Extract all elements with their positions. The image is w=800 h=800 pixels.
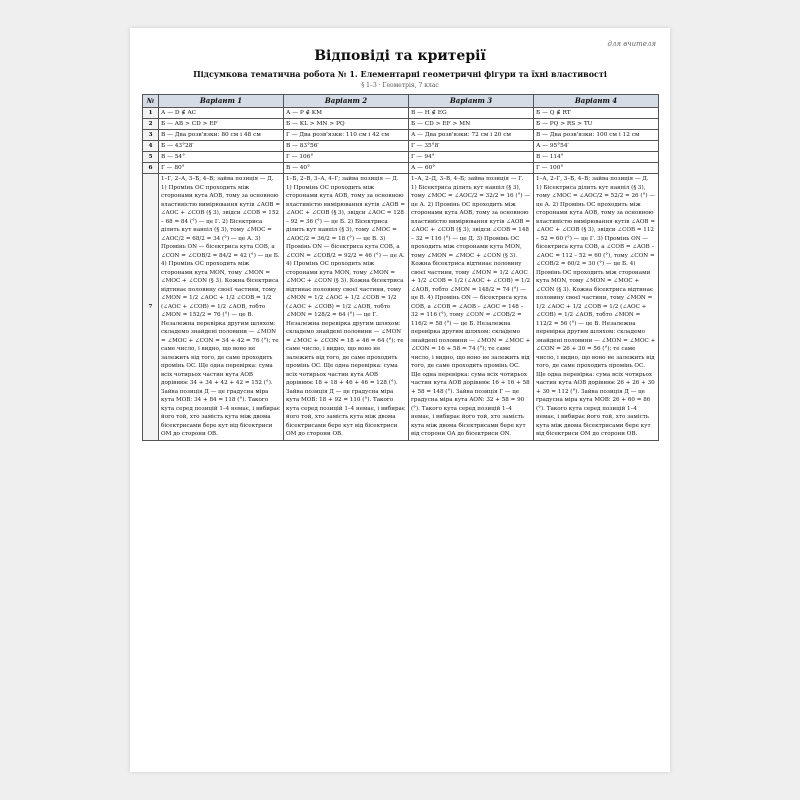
table-cell: 1–Г, 2–А, 3–Б, 4–В; зайва позиція — Д. 1) Промінь OC проходить між сторонами кута AOB, тому за основною властивістю вимірювання кутів ∠AOB = ∠AOC + ∠COB (§ 3), звідси ∠COB = 152 – 68 = 84 (°) — це Г. 2) Бісектриса ділить кут навпіл (§ 3), тому ∠MOC = ∠AOC/2 = 68/2 = 34 (°) — це А. 3) Промінь ON — бісектриса кута COB, а ∠CON = ∠COB/2 = 84/2 = 42 (°) — це Б. 4) Промінь OC проходить між сторонами кута MON, тому ∠MON = ∠MOC + ∠CON (§ 3). Кожна бісектриса відтинає половину своєї частини, тому ∠MON = 1/2 ∠AOC + 1/2 ∠COB = 1/2 (∠AOC + ∠COB) = 1/2 ∠AOB, тобто ∠MON = 152/2 = 76 (°) — це В. Незалежна перевірка другим шляхом: складемо знайдені половини — ∠MON = ∠MOC + ∠CON = 34 + 42 = 76 (°); те саме число, і видно, що воно не залежить від того, де саме проходить промінь OC. Ще одна перевірка: сума всіх чотирьох частин кута AOB дорівнює 34 + 34 + 42 + 42 = 152 (°). Зайва позиція Д — це градусна міра кута MOB: 34 + 84 = 118 (°). Такого кута серед позицій 1–4 немає, і вибирає його той, хто замість кута між двома бісектрисами бере кут від бісектриси OM до сторони OB. — [159, 174, 284, 441]
row-number: 1 — [143, 107, 159, 118]
table-row — [143, 174, 659, 441]
table-cell: Б — Q ∉ RT — [534, 107, 659, 118]
table-cell: А — 60° — [409, 163, 534, 174]
document-page — [130, 28, 670, 772]
table-cell: В — 114° — [534, 152, 659, 163]
table-cell: А — P ∉ KM — [284, 107, 409, 118]
row-number: 6 — [143, 163, 159, 174]
table-cell: 1–А, 2–Д, 3–В, 4–Б; зайва позиція — Г. 1) Бісектриса ділить кут навпіл (§ 3), тому ∠MOC = ∠AOC/2 = 32/2 = 16 (°) — це А. 2) Промінь OC проходить між сторонами кута AOB, тому за основною властивістю вимірювання кутів ∠AOB = ∠AOC + ∠COB (§ 3), звідси ∠COB = 148 – 32 = 116 (°) — це Д. 3) Промінь OC проходить між сторонами кута MON, тому ∠MON = ∠MOC + ∠CON (§ 3). Кожна бісектриса відтинає половину своєї частини, тому ∠MON = 1/2 ∠AOC + 1/2 ∠COB = 1/2 (∠AOC + ∠COB) = 1/2 ∠AOB, тобто ∠MON = 148/2 = 74 (°) — це В. 4) Промінь ON — бісектриса кута COB, а ∠COB = ∠AOB – ∠AOC = 148 – 32 = 116 (°), тому ∠CON = ∠COB/2 = 116/2 = 58 (°) — це Б. Незалежна перевірка другим шляхом: складемо знайдені половини — ∠MON = ∠MOC + ∠CON = 16 + 58 = 74 (°); те саме число, і видно, що воно не залежить від того, де саме проходить промінь OC. Ще одна перевірка: сума всіх чотирьох частин кута AOB дорівнює 16 + 16 + 58 + 58 = 148 (°). Зайва позиція Г — це градусна міра кута AON: 32 + 58 = 90 (°). Такого кута серед позицій 1–4 немає, і вибирає його той, хто замість кута між двома бісектрисами бере кут від сторони OA до бісектриси ON. — [409, 174, 534, 441]
table-cell: В — 83°56′ — [284, 141, 409, 152]
column-header-number: № — [143, 95, 159, 108]
table-header-row — [143, 95, 659, 108]
page-title: Відповіді та критерії — [314, 48, 486, 64]
table-cell: А — Два розв'язки: 72 см і 20 см — [409, 130, 534, 141]
table-row — [143, 118, 659, 129]
table-cell: А — D ∉ AC — [159, 107, 284, 118]
table-cell: Б — CD > EF > MN — [409, 118, 534, 129]
table-cell: Б — AB > CD > EF — [159, 118, 284, 129]
table-cell: В — 40° — [284, 163, 409, 174]
row-number: 3 — [143, 130, 159, 141]
table-row — [143, 107, 659, 118]
row-number: 2 — [143, 118, 159, 129]
table-cell: В — 54° — [159, 152, 284, 163]
row-number: 5 — [143, 152, 159, 163]
corner-label: для вчителя — [607, 40, 656, 48]
table-cell: Г — 100° — [534, 163, 659, 174]
table-cell: Г — 80° — [159, 163, 284, 174]
column-header-variant-3: Варіант 3 — [409, 95, 534, 108]
table-cell: В — Два розв'язки: 100 см і 12 см — [534, 130, 659, 141]
table-row — [143, 130, 659, 141]
section-reference: § 1–3 · Геометрія, 7 клас — [361, 82, 439, 89]
table-cell: Г — Два розв'язки: 110 см і 42 см — [284, 130, 409, 141]
table-cell: 1–Б, 2–В, 3–А, 4–Г; зайва позиція — Д. 1) Промінь OC проходить між сторонами кута AOB, тому за основною властивістю вимірювання кутів ∠AOB = ∠AOC + ∠COB (§ 3), звідси ∠AOC = 128 – 92 = 36 (°) — це Б. 2) Бісектриса ділить кут навпіл (§ 3), тому ∠MOC = ∠AOC/2 = 36/2 = 18 (°) — це В. 3) Промінь ON — бісектриса кута COB, а ∠CON = ∠COB/2 = 92/2 = 46 (°) — це А. 4) Промінь OC проходить між сторонами кута MON, тому ∠MON = ∠MOC + ∠CON (§ 3). Кожна бісектриса відтинає половину своєї частини, тому ∠MON = 1/2 ∠AOC + 1/2 ∠COB = 1/2 (∠AOC + ∠COB) = 1/2 ∠AOB, тобто ∠MON = 128/2 = 64 (°) — це Г. Незалежна перевірка другим шляхом: складемо знайдені половини — ∠MON = ∠MOC + ∠CON = 18 + 46 = 64 (°); те саме число, і видно, що воно не залежить від того, де саме проходить промінь OC. Ще одна перевірка: сума всіх чотирьох частин кута AOB дорівнює 18 + 18 + 46 + 46 = 128 (°). Зайва позиція Д — це градусна міра кута MOB: 18 + 92 = 110 (°). Такого кута серед позицій 1–4 немає, і вибирає його той, хто замість кута між двома бісектрисами бере кут від бісектриси OM до сторони OB. — [284, 174, 409, 441]
table-cell: Б — 43°28′ — [159, 141, 284, 152]
table-cell: В — H ∉ EG — [409, 107, 534, 118]
table-row — [143, 163, 659, 174]
table-row — [143, 141, 659, 152]
table-cell: Б — KL > MN > PQ — [284, 118, 409, 129]
table-cell: А — 95°54′ — [534, 141, 659, 152]
table-cell: Г — 106° — [284, 152, 409, 163]
table-cell: Б — PQ > RS > TU — [534, 118, 659, 129]
page-subtitle: Підсумкова тематична робота № 1. Елементарні геометричні фігури та їхні властивості — [193, 69, 607, 79]
column-header-variant-1: Варіант 1 — [159, 95, 284, 108]
table-cell: В — Два розв'язки: 80 см і 48 см — [159, 130, 284, 141]
table-cell: 1–А, 2–Г, 3–Б, 4–В; зайва позиція — Д. 1) Бісектриса ділить кут навпіл (§ 3), тому ∠MOC = ∠AOC/2 = 52/2 = 26 (°) — це А. 2) Промінь OC проходить між сторонами кута AOB, тому за основною властивістю вимірювання кутів ∠AOB = ∠AOC + ∠COB (§ 3), звідси ∠COB = 112 – 52 = 60 (°) — це Г. 3) Промінь ON — бісектриса кута COB, а ∠COB = ∠AOB – ∠AOC = 112 – 52 = 60 (°), тому ∠CON = ∠COB/2 = 60/2 = 30 (°) — це Б. 4) Промінь OC проходить між сторонами кута MON, тому ∠MON = ∠MOC + ∠CON (§ 3). Кожна бісектриса відтинає половину своєї частини, тому ∠MON = 1/2 ∠AOC + 1/2 ∠COB = 1/2 (∠AOC + ∠COB) = 1/2 ∠AOB, тобто ∠MON = 112/2 = 56 (°) — це В. Незалежна перевірка другим шляхом: складемо знайдені половини — ∠MON = ∠MOC + ∠CON = 26 + 30 = 56 (°); те саме число, і видно, що воно не залежить від того, де саме проходить промінь OC. Ще одна перевірка: сума всіх чотирьох частин кута AOB дорівнює 26 + 26 + 30 + 30 = 112 (°). Зайва позиція Д — це градусна міра кута MOB: 26 + 60 = 86 (°). Такого кута серед позицій 1–4 немає, і вибирає його той, хто замість кута між двома бісектрисами бере кут від бісектриси OM до сторони OB. — [534, 174, 659, 441]
row-number: 7 — [143, 174, 159, 441]
table-cell: Г — 94° — [409, 152, 534, 163]
table-cell: Г — 35°8′ — [409, 141, 534, 152]
column-header-variant-2: Варіант 2 — [284, 95, 409, 108]
answers-table — [142, 94, 659, 441]
column-header-variant-4: Варіант 4 — [534, 95, 659, 108]
table-row — [143, 152, 659, 163]
row-number: 4 — [143, 141, 159, 152]
